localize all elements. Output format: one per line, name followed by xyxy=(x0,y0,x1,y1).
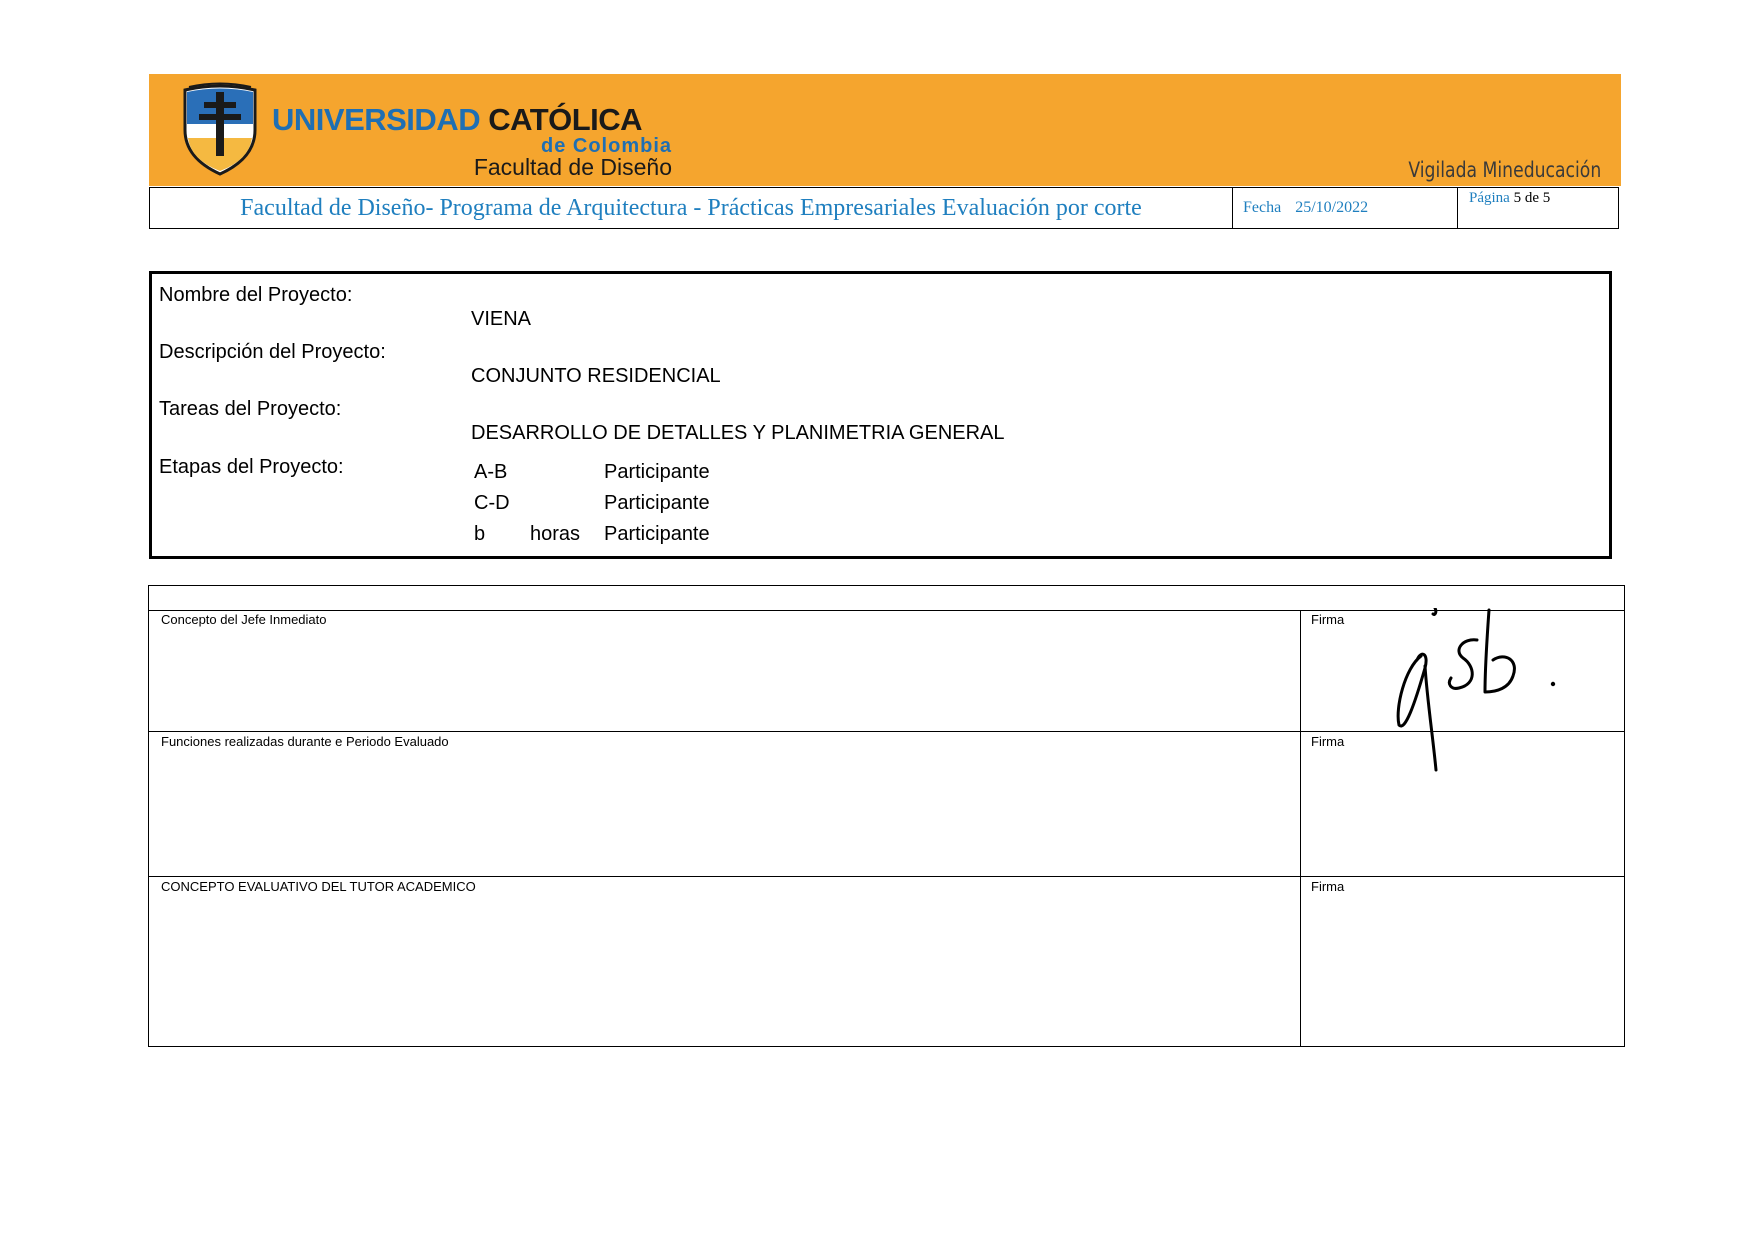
project-description-value: CONJUNTO RESIDENCIAL xyxy=(471,365,721,387)
date-label: Fecha xyxy=(1243,199,1282,216)
page-number-cell xyxy=(1458,188,1618,228)
page-total: 5 xyxy=(1542,190,1551,206)
project-tasks-value: DESARROLLO DE DETALLES Y PLANIMETRIA GENERAL xyxy=(471,422,1005,444)
stage-role: Participante xyxy=(604,461,710,483)
date-value: 25/10/2022 xyxy=(1295,199,1369,216)
project-description-label: Descripción del Proyecto: xyxy=(159,341,386,363)
concept-cell[interactable] xyxy=(149,732,1301,876)
stage-code: b xyxy=(474,523,486,545)
university-name xyxy=(272,102,642,138)
firma-label: Firma xyxy=(1311,734,1345,749)
document-title: Facultad de Diseño- Programa de Arquitectura - Prácticas Empresariales Evaluación por corte xyxy=(150,188,1233,228)
university-subtitle: de Colombia xyxy=(540,135,672,157)
page-label: Página xyxy=(1469,190,1510,206)
project-name-label: Nombre del Proyecto: xyxy=(159,284,353,306)
evaluation-row xyxy=(149,877,1624,1046)
project-stages-label: Etapas del Proyecto: xyxy=(159,456,344,478)
university-name-word1: UNIVERSIDAD xyxy=(272,102,481,137)
university-wordmark xyxy=(272,102,672,182)
concept-label: CONCEPTO EVALUATIVO DEL TUTOR ACADEMICO xyxy=(161,879,476,894)
stage-hours: horas xyxy=(530,523,581,545)
concept-label: Funciones realizadas durante e Periodo Evaluado xyxy=(161,734,449,749)
project-tasks-label: Tareas del Proyecto: xyxy=(159,398,342,420)
stage-code: C-D xyxy=(474,492,510,514)
handwritten-signature xyxy=(1385,608,1560,780)
university-name-word2: CATÓLICA xyxy=(488,102,643,137)
header-banner xyxy=(149,74,1621,186)
page-of: de xyxy=(1524,190,1539,206)
date-cell xyxy=(1233,188,1458,228)
vigilada-label: Vigilada Mineducación xyxy=(1408,158,1601,182)
firma-label: Firma xyxy=(1311,879,1345,894)
stage-row xyxy=(474,461,774,485)
concept-cell[interactable] xyxy=(149,877,1301,1046)
document-title-bar xyxy=(149,187,1619,229)
concept-label: Concepto del Jefe Inmediato xyxy=(161,612,327,627)
stage-role: Participante xyxy=(604,523,710,545)
university-shield-logo xyxy=(179,80,261,176)
stage-code: A-B xyxy=(474,461,508,483)
concept-cell[interactable] xyxy=(149,610,1301,731)
stage-row xyxy=(474,492,774,516)
firma-label: Firma xyxy=(1311,612,1345,627)
page-current: 5 xyxy=(1513,190,1522,206)
project-name-value: VIENA xyxy=(471,308,532,330)
stage-role: Participante xyxy=(604,492,710,514)
faculty-name: Facultad de Diseño xyxy=(473,154,672,180)
project-info-box xyxy=(149,271,1612,559)
stage-row xyxy=(474,523,774,547)
